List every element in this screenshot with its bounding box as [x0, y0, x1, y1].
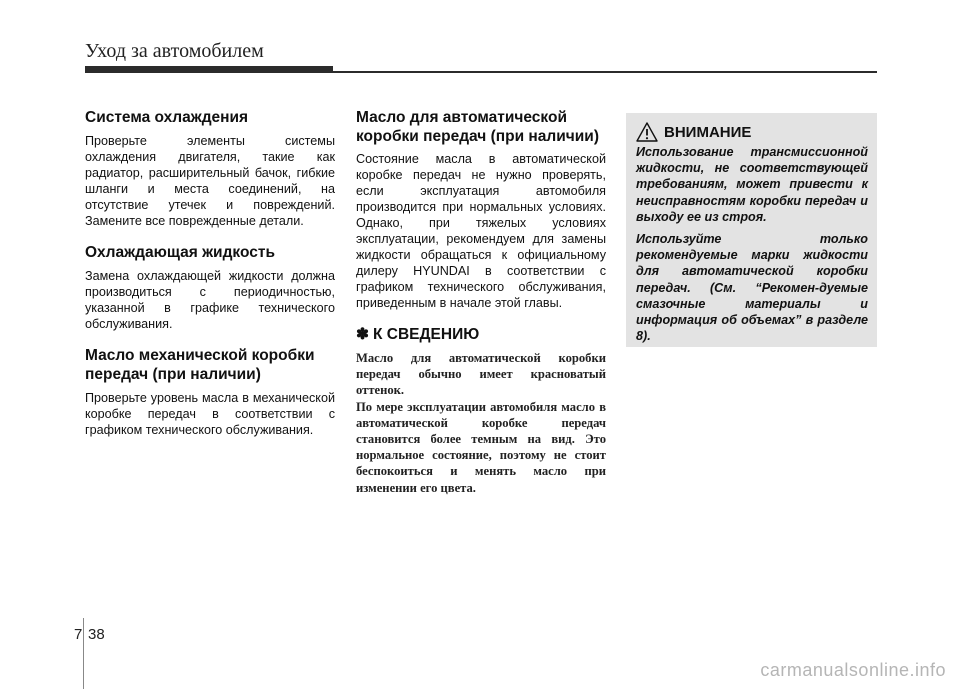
header-rule-thin	[333, 71, 877, 73]
left-column	[85, 108, 335, 452]
info-paragraph-2: По мере эксплуатации автомобиля масло в автоматической коробке передач становится более темным на вид. Это нормальное состояние, поэтому не стоит беспокоиться и менять масло при изменении его цвета.	[356, 399, 606, 495]
warning-header	[636, 121, 868, 143]
section-text-manual-transmission-oil: Проверьте уровень масла в механической коробке передач в соответствии с графиком технического обслуживания.	[85, 391, 335, 437]
info-title: К СВЕДЕНИЮ	[373, 326, 480, 343]
warning-paragraph-2: Используйте только рекомендуемые марки жидкости для автоматической коробки передач. (См. “Рекомен-дуемые смазочные материалы и информация об объемах” в разделе 8).	[636, 232, 868, 344]
watermark: carmanualsonline.info	[760, 660, 946, 680]
section-text-cooling-system: Проверьте элементы системы охлаждения двигателя, такие как радиатор, расширительный бачок, гибкие шланги и места соединений, на отсутствие утечек и повреждений. Замените все поврежденные детали.	[85, 134, 335, 228]
page-number: 38	[88, 626, 105, 643]
section-heading-automatic-transmission-oil: Масло для автоматической коробки передач (при наличии)	[356, 109, 599, 145]
info-paragraph-1: Масло для автоматической коробки передач обычно имеет красноватый оттенок.	[356, 351, 606, 398]
warning-box	[626, 113, 877, 347]
page-number-divider	[83, 618, 84, 689]
middle-column	[356, 108, 606, 496]
section-heading-cooling-system: Система охлаждения	[85, 109, 249, 126]
info-star-icon: ✽	[356, 326, 369, 343]
section-heading-coolant: Охлаждающая жидкость	[85, 244, 275, 261]
page-header-title: Уход за автомобилем	[85, 40, 264, 62]
section-heading-manual-transmission-oil: Масло механической коробки передач (при наличии)	[85, 347, 315, 383]
chapter-number: 7	[74, 626, 83, 643]
warning-paragraph-1: Использование трансмиссионной жидкости, не соответствующей требованиям, может привести к неисправностям коробки передач и выходу ее из строя.	[636, 145, 868, 224]
header-rule-thick	[85, 66, 333, 73]
section-text-coolant: Замена охлаждающей жидкости должна производиться с периодичностью, указанной в графике технического обслуживания.	[85, 269, 335, 331]
warning-title: ВНИМАНИЕ	[664, 123, 752, 141]
warning-triangle-icon	[636, 122, 658, 142]
section-text-automatic-transmission-oil: Состояние масла в автоматической коробке передач не нужно проверять, если эксплуатация автомобиля производится при нормальных условиях. Однако, при тяжелых условиях эксплуатации, рекомендуем для замены жидкости обращаться к официальному дилеру HYUNDAI в соответствии с графиком технического обслуживания, приведенным в начале этой главы.	[356, 152, 606, 310]
info-heading	[356, 325, 606, 344]
